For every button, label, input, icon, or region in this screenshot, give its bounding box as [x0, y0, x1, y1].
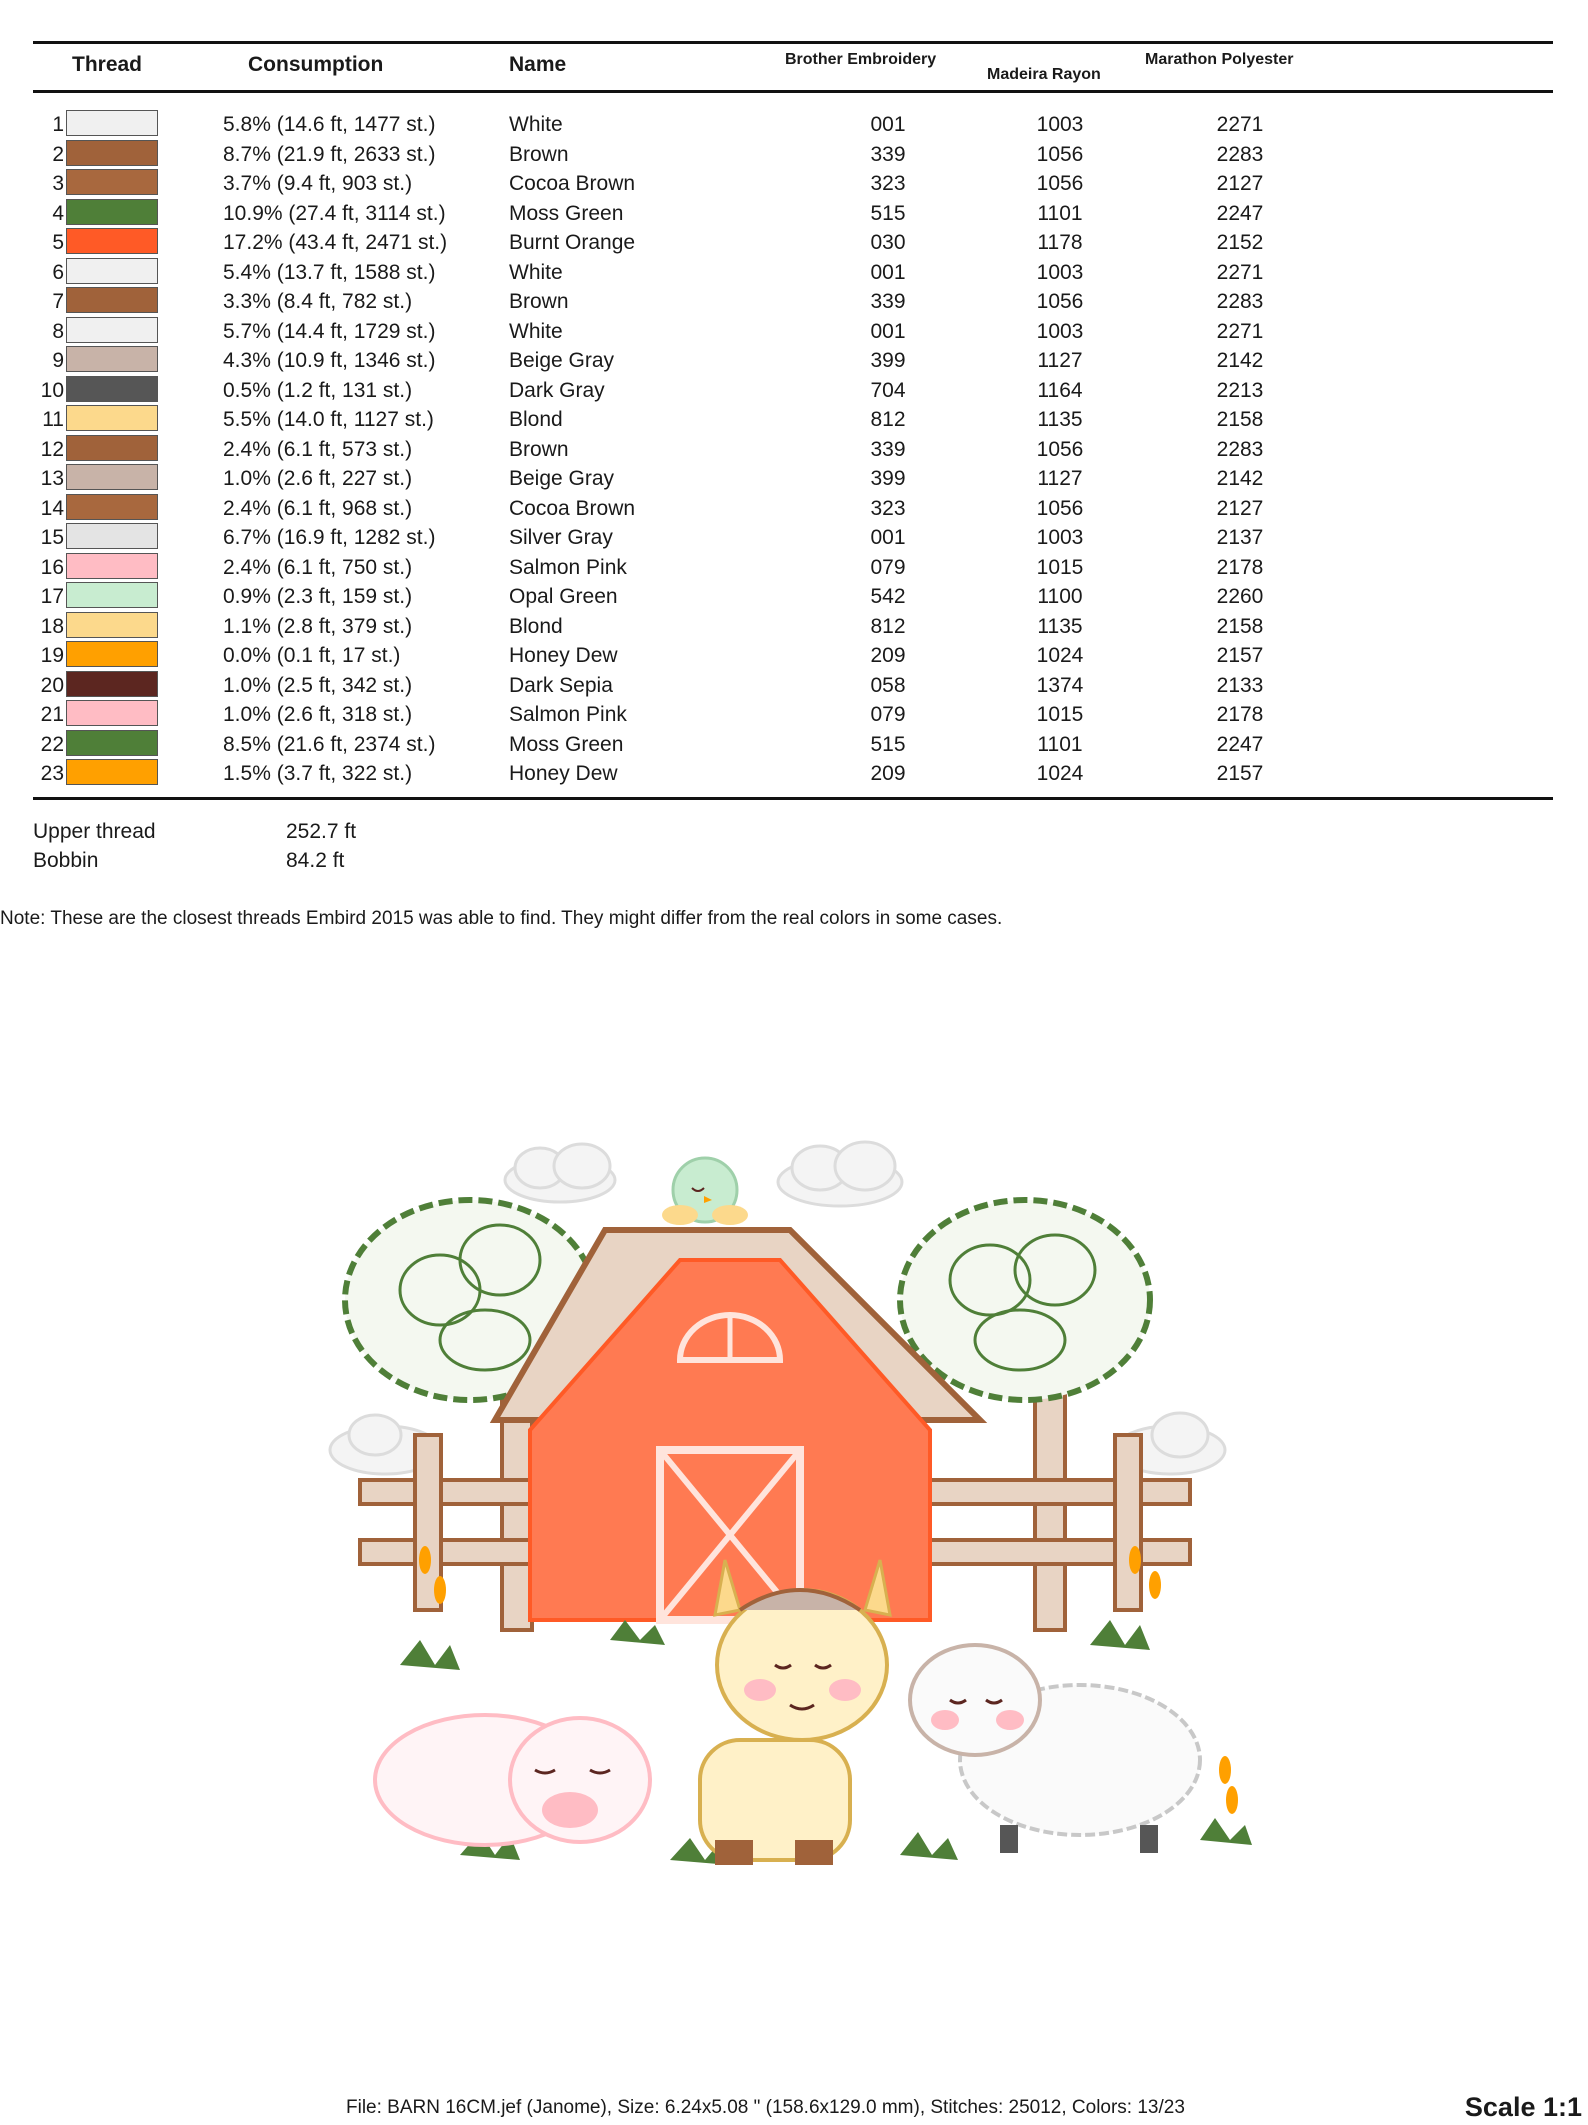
- brother-column-header: Brother Embroidery: [785, 51, 937, 68]
- thread-color-swatch: [66, 110, 158, 136]
- table-row: [0, 611, 1588, 640]
- table-row: [0, 522, 1588, 551]
- thread-number: 3: [52, 172, 64, 195]
- thread-number: 5: [52, 231, 64, 254]
- table-row: [0, 581, 1588, 610]
- consumption-cell: 5.5% (14.0 ft, 1127 st.): [223, 408, 434, 431]
- madeira-code-cell: 1100: [1037, 585, 1083, 608]
- thread-color-swatch: [66, 700, 158, 726]
- scale-label: Scale 1:1: [1464, 2092, 1582, 2122]
- thread-color-swatch: [66, 759, 158, 785]
- thread-note: Note: These are the closest threads Embird 2015 was able to find. They might differ from the real colors in some cases.: [0, 908, 1003, 929]
- thread-name-cell: Dark Sepia: [509, 673, 613, 697]
- marathon-code-cell: 2158: [1216, 614, 1264, 638]
- thread-number: 18: [40, 614, 64, 638]
- consumption-cell: 10.9% (27.4 ft, 3114 st.): [223, 201, 446, 225]
- marathon-code-cell: 2157: [1216, 644, 1264, 667]
- thread-number: 16: [40, 555, 64, 579]
- table-top-rule: [33, 41, 1553, 44]
- consumption-cell: 1.0% (2.6 ft, 227 st.): [223, 467, 413, 490]
- madeira-code-cell: 1127: [1037, 349, 1083, 372]
- design-file-info: File: BARN 16CM.jef (Janome), Size: 6.24x5.08 " (158.6x129.0 mm), Stitches: 25012, Colors: 13/23: [346, 2097, 1185, 2118]
- upper-thread-label: Upper thread: [33, 820, 156, 843]
- marathon-code-cell: 2271: [1216, 113, 1264, 136]
- thread-name-cell: Honey Dew: [509, 644, 618, 667]
- brother-code-cell: 001: [870, 526, 906, 549]
- thread-name-cell: White: [509, 113, 563, 136]
- madeira-code-cell: 1178: [1037, 231, 1083, 254]
- madeira-code-cell: 1024: [1036, 644, 1084, 667]
- madeira-code-cell: 1056: [1036, 172, 1084, 195]
- brother-code-cell: 339: [870, 437, 906, 461]
- brother-code-cell: 812: [870, 614, 906, 638]
- madeira-code-cell: 1127: [1037, 467, 1083, 490]
- marathon-code-cell: 2247: [1216, 732, 1264, 756]
- table-row: [0, 109, 1588, 138]
- thread-color-swatch: [66, 169, 158, 195]
- consumption-cell: 0.0% (0.1 ft, 17 st.): [223, 644, 401, 667]
- table-row: [0, 699, 1588, 728]
- thread-color-swatch: [66, 228, 158, 254]
- thread-name-cell: Silver Gray: [509, 526, 613, 549]
- brother-code-cell: 030: [870, 231, 906, 254]
- table-row: [0, 227, 1588, 256]
- marathon-code-cell: 2213: [1216, 378, 1264, 402]
- brother-code-cell: 001: [870, 319, 906, 343]
- brother-code-cell: 209: [870, 762, 906, 785]
- thread-name-cell: Opal Green: [509, 585, 618, 608]
- thread-name-cell: Cocoa Brown: [509, 496, 636, 520]
- marathon-code-cell: 2142: [1216, 467, 1264, 490]
- thread-name-cell: Brown: [509, 437, 569, 461]
- sheep-icon: [910, 1645, 1200, 1853]
- consumption-cell: 0.9% (2.3 ft, 159 st.): [223, 585, 413, 608]
- marathon-code-cell: 2127: [1216, 172, 1264, 195]
- marathon-code-cell: 2133: [1216, 673, 1264, 697]
- thread-color-swatch: [66, 405, 158, 431]
- brother-code-cell: 323: [870, 496, 906, 520]
- thread-color-swatch: [66, 287, 158, 313]
- marathon-code-cell: 2152: [1216, 231, 1264, 254]
- thread-color-swatch: [66, 553, 158, 579]
- thread-name-cell: Honey Dew: [509, 762, 618, 785]
- table-row: [0, 168, 1588, 197]
- table-row: [0, 493, 1588, 522]
- upper-thread-value: 252.7 ft: [286, 820, 357, 843]
- consumption-cell: 1.0% (2.6 ft, 318 st.): [223, 703, 413, 726]
- brother-code-cell: 079: [870, 555, 906, 579]
- brother-code-cell: 515: [870, 732, 906, 756]
- madeira-code-cell: 1056: [1036, 290, 1084, 313]
- marathon-code-cell: 2247: [1216, 201, 1264, 225]
- marathon-code-cell: 2142: [1216, 349, 1264, 372]
- thread-number: 21: [40, 703, 64, 726]
- table-row: [0, 670, 1588, 699]
- brother-code-cell: 058: [870, 673, 906, 697]
- marathon-code-cell: 2283: [1216, 142, 1264, 166]
- table-bottom-rule: [33, 797, 1553, 800]
- consumption-column-header: Consumption: [248, 53, 384, 76]
- thread-color-swatch: [66, 582, 158, 608]
- table-row: [0, 404, 1588, 433]
- thread-number: 1: [52, 113, 64, 136]
- consumption-cell: 17.2% (43.4 ft, 2471 st.): [223, 231, 448, 254]
- thread-number: 23: [40, 762, 64, 785]
- bobbin-label: Bobbin: [33, 849, 99, 872]
- table-row: [0, 434, 1588, 463]
- thread-name-cell: Brown: [509, 290, 569, 313]
- table-row: [0, 198, 1588, 227]
- thread-number: 12: [40, 437, 64, 461]
- thread-color-swatch: [66, 494, 158, 520]
- brother-code-cell: 399: [870, 467, 906, 490]
- thread-number: 13: [40, 467, 64, 490]
- madeira-code-cell: 1024: [1036, 762, 1084, 785]
- table-row: [0, 640, 1588, 669]
- marathon-code-cell: 2271: [1216, 319, 1264, 343]
- thread-color-swatch: [66, 258, 158, 284]
- marathon-code-cell: 2271: [1216, 260, 1264, 284]
- thread-number: 17: [40, 585, 64, 608]
- thread-name-cell: Moss Green: [509, 201, 624, 225]
- thread-color-swatch: [66, 671, 158, 697]
- table-row: [0, 257, 1588, 286]
- marathon-code-cell: 2127: [1216, 496, 1264, 520]
- brother-code-cell: 515: [870, 201, 906, 225]
- thread-name-cell: Salmon Pink: [509, 555, 627, 579]
- thread-number: 9: [52, 349, 64, 372]
- thread-name-cell: Moss Green: [509, 732, 624, 756]
- marathon-code-cell: 2283: [1216, 437, 1264, 461]
- thread-color-swatch: [66, 317, 158, 343]
- madeira-code-cell: 1003: [1036, 260, 1084, 284]
- thread-color-swatch: [66, 523, 158, 549]
- thread-name-cell: Cocoa Brown: [509, 172, 636, 195]
- marathon-code-cell: 2137: [1216, 526, 1264, 549]
- consumption-cell: 0.5% (1.2 ft, 131 st.): [223, 378, 413, 402]
- marathon-code-cell: 2260: [1216, 585, 1264, 608]
- consumption-cell: 5.7% (14.4 ft, 1729 st.): [223, 319, 436, 343]
- thread-color-swatch: [66, 199, 158, 225]
- madeira-code-cell: 1056: [1036, 437, 1084, 461]
- header-bottom-rule: [33, 90, 1553, 93]
- consumption-cell: 2.4% (6.1 ft, 968 st.): [223, 496, 413, 520]
- thread-color-swatch: [66, 140, 158, 166]
- madeira-code-cell: 1003: [1036, 526, 1084, 549]
- madeira-code-cell: 1056: [1036, 142, 1084, 166]
- brother-code-cell: 001: [870, 113, 906, 136]
- thread-number: 14: [40, 496, 64, 520]
- consumption-cell: 3.7% (9.4 ft, 903 st.): [223, 172, 413, 195]
- brother-code-cell: 812: [870, 408, 906, 431]
- thread-column-header: Thread: [72, 53, 143, 76]
- thread-number: 6: [52, 260, 64, 284]
- brother-code-cell: 079: [870, 703, 906, 726]
- thread-number: 10: [40, 378, 64, 402]
- table-row: [0, 729, 1588, 758]
- embroidery-design-preview: [320, 1120, 1260, 1900]
- thread-color-swatch: [66, 435, 158, 461]
- bird-icon: [662, 1158, 748, 1225]
- madeira-code-cell: 1015: [1036, 555, 1084, 579]
- marathon-code-cell: 2157: [1216, 762, 1264, 785]
- thread-name-cell: Blond: [509, 614, 563, 638]
- madeira-column-header: Madeira Rayon: [987, 66, 1101, 83]
- consumption-cell: 1.5% (3.7 ft, 322 st.): [223, 762, 413, 785]
- thread-color-swatch: [66, 464, 158, 490]
- table-row: [0, 316, 1588, 345]
- brother-code-cell: 209: [870, 644, 906, 667]
- consumption-cell: 4.3% (10.9 ft, 1346 st.): [223, 349, 436, 372]
- brother-code-cell: 339: [870, 142, 906, 166]
- madeira-code-cell: 1374: [1036, 673, 1084, 697]
- thread-color-swatch: [66, 641, 158, 667]
- consumption-cell: 2.4% (6.1 ft, 573 st.): [223, 437, 413, 461]
- thread-number: 22: [40, 732, 64, 756]
- table-row: [0, 139, 1588, 168]
- thread-name-cell: Burnt Orange: [509, 231, 636, 254]
- marathon-code-cell: 2283: [1216, 290, 1264, 313]
- consumption-cell: 2.4% (6.1 ft, 750 st.): [223, 555, 413, 579]
- consumption-cell: 1.1% (2.8 ft, 379 st.): [223, 614, 413, 638]
- thread-name-cell: Blond: [509, 408, 563, 431]
- marathon-code-cell: 2178: [1216, 703, 1264, 726]
- thread-number: 8: [52, 319, 64, 343]
- thread-name-cell: Brown: [509, 142, 569, 166]
- thread-name-cell: Dark Gray: [509, 378, 605, 402]
- thread-number: 4: [52, 201, 64, 225]
- thread-number: 15: [40, 526, 64, 549]
- thread-name-cell: White: [509, 260, 563, 284]
- marathon-column-header: Marathon Polyester: [1145, 51, 1294, 68]
- thread-number: 19: [40, 644, 64, 667]
- brother-code-cell: 323: [870, 172, 906, 195]
- consumption-cell: 5.8% (14.6 ft, 1477 st.): [223, 113, 436, 136]
- brother-code-cell: 542: [870, 585, 906, 608]
- madeira-code-cell: 1003: [1036, 319, 1084, 343]
- madeira-code-cell: 1003: [1036, 113, 1084, 136]
- thread-color-swatch: [66, 612, 158, 638]
- thread-color-swatch: [66, 376, 158, 402]
- madeira-code-cell: 1056: [1036, 496, 1084, 520]
- madeira-code-cell: 1135: [1037, 408, 1083, 431]
- madeira-code-cell: 1135: [1037, 614, 1083, 638]
- thread-number: 20: [40, 673, 64, 697]
- bobbin-value: 84.2 ft: [286, 849, 345, 872]
- thread-name-cell: Beige Gray: [509, 349, 615, 372]
- brother-code-cell: 339: [870, 290, 906, 313]
- brother-code-cell: 704: [870, 378, 906, 402]
- thread-color-swatch: [66, 730, 158, 756]
- madeira-code-cell: 1101: [1037, 201, 1083, 225]
- thread-name-cell: Salmon Pink: [509, 703, 627, 726]
- table-row: [0, 463, 1588, 492]
- thread-name-cell: White: [509, 319, 563, 343]
- table-row: [0, 286, 1588, 315]
- table-row: [0, 552, 1588, 581]
- thread-number: 7: [52, 290, 64, 313]
- table-row: [0, 375, 1588, 404]
- table-row: [0, 758, 1588, 787]
- name-column-header: Name: [509, 53, 567, 76]
- marathon-code-cell: 2158: [1216, 408, 1264, 431]
- table-row: [0, 345, 1588, 374]
- brother-code-cell: 001: [870, 260, 906, 284]
- consumption-cell: 8.5% (21.6 ft, 2374 st.): [223, 732, 436, 756]
- thread-name-cell: Beige Gray: [509, 467, 615, 490]
- thread-number: 2: [52, 142, 64, 166]
- thread-color-swatch: [66, 346, 158, 372]
- marathon-code-cell: 2178: [1216, 555, 1264, 579]
- thread-number: 11: [42, 408, 64, 431]
- consumption-cell: 6.7% (16.9 ft, 1282 st.): [223, 526, 436, 549]
- brother-code-cell: 399: [870, 349, 906, 372]
- madeira-code-cell: 1015: [1036, 703, 1084, 726]
- madeira-code-cell: 1164: [1037, 378, 1083, 402]
- consumption-cell: 1.0% (2.5 ft, 342 st.): [223, 673, 413, 697]
- consumption-cell: 5.4% (13.7 ft, 1588 st.): [223, 260, 436, 284]
- consumption-cell: 8.7% (21.9 ft, 2633 st.): [223, 142, 436, 166]
- pig-icon: [375, 1715, 650, 1845]
- madeira-code-cell: 1101: [1037, 732, 1083, 756]
- consumption-cell: 3.3% (8.4 ft, 782 st.): [223, 290, 413, 313]
